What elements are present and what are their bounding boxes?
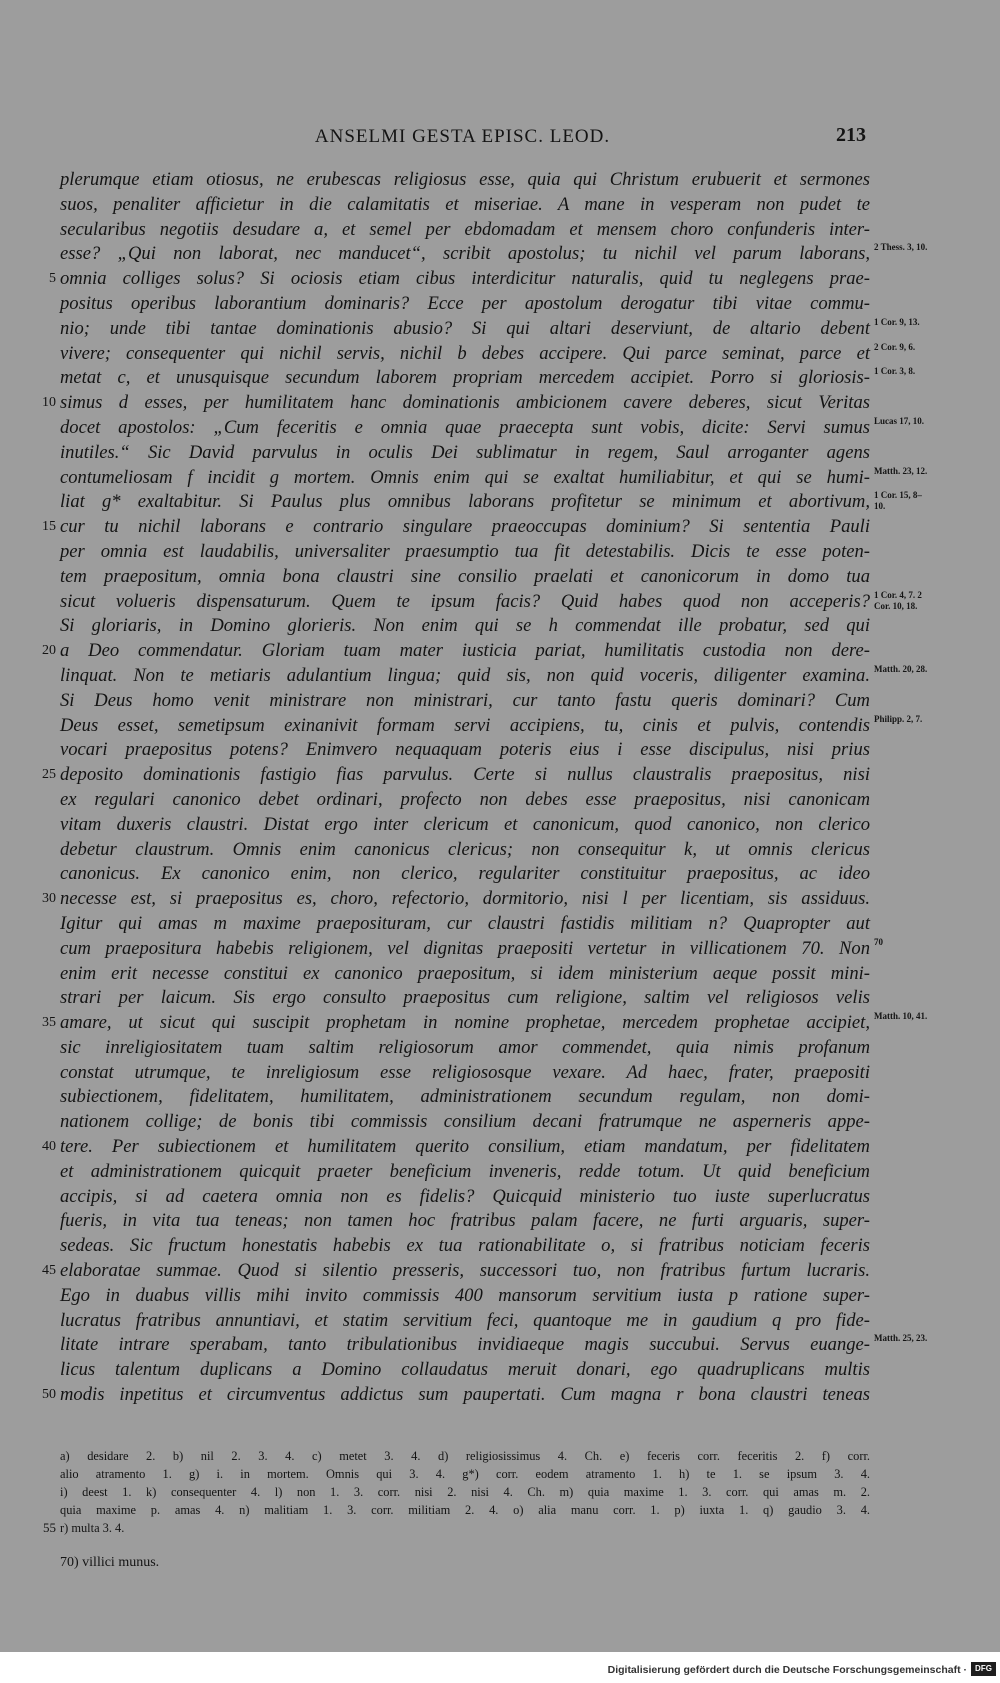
line-text: et administrationem quicquit praeter beneficium inveneris, redde totum. Ut quid beneficium xyxy=(60,1160,870,1182)
line-number: 35 xyxy=(42,1015,56,1031)
text-line xyxy=(42,639,870,664)
line-text: liat g* exaltabitur. Si Paulus plus omnibus laborans profitetur se minimum et abortivum, xyxy=(60,491,870,513)
line-text: constat utrumque, te inreligiosum esse religiososque vexare. Ad haec, frater, praepositi xyxy=(60,1061,870,1083)
line-text: docet apostolos: „Cum feceritis e omnia quae praecepta sunt vobis, dicite: Servi sumus xyxy=(60,416,870,438)
text-line xyxy=(60,1209,870,1234)
text-line xyxy=(49,267,870,292)
line-text: sedeas. Sic fructum honestatis habebis ex tua rationabilitate o, si fratribus noticiam feceris xyxy=(60,1235,870,1257)
text-line xyxy=(60,713,923,739)
text-line xyxy=(42,763,870,788)
text-line xyxy=(60,614,870,639)
text-line xyxy=(60,689,870,714)
text-line xyxy=(42,1259,870,1284)
text-line xyxy=(60,1185,870,1210)
text-line xyxy=(60,813,870,838)
line-text: metat c, et unusquisque secundum laborem propriam mercedem accipiet. Porro si gloriosis- xyxy=(60,367,870,389)
text-line xyxy=(60,1061,870,1086)
line-number: 25 xyxy=(42,767,56,783)
text-line xyxy=(60,1085,870,1110)
text-line xyxy=(60,1284,870,1309)
line-text: ex regulari canonico debet ordinari, profecto non debes esse praepositus, nisi canonicam xyxy=(60,788,870,810)
line-text: necesse est, si praepositus es, choro, refectorio, dormitorio, nisi l per licentiam, sis assiduus. xyxy=(60,888,870,910)
margin-reference: 1 Cor. 15, 8–10. xyxy=(874,490,922,512)
text-line xyxy=(42,391,870,416)
line-text: elaboratae summae. Quod si silentio presseris, successori tuo, non fratribus furtum lucraris. xyxy=(60,1260,870,1282)
line-text: Ego in duabus villis mihi invito commissis 400 mansorum servitium iusta p ratione super- xyxy=(60,1284,870,1306)
line-text: canonicus. Ex canonico enim, non clerico, regulariter constituitur praepositus, ac ideo xyxy=(60,863,870,885)
dfg-logo[interactable]: DFG xyxy=(971,1662,996,1676)
line-text: litate intrare sperabam, tanto tribulationibus invidiaeque magis succubui. Servus euange- xyxy=(60,1334,870,1356)
line-number: 15 xyxy=(42,519,56,535)
text-line xyxy=(60,962,870,987)
line-text: esse? „Qui non laborat, nec manducet“, scribit apostolus; tu nichil vel parum laborans, xyxy=(60,243,870,265)
margin-reference: 2 Cor. 9, 6. xyxy=(874,341,916,352)
editor-note: 70) villici munus. xyxy=(60,1555,160,1570)
body-text xyxy=(42,168,928,1408)
margin-reference: 70 xyxy=(874,936,883,947)
line-text: licus talentum duplicans a Domino collaudatus meruit donari, ego quadruplicans multis xyxy=(60,1359,870,1381)
line-text: positus operibus laborantium dominaris? Ecce per apostolum derogatur tibi vitae commu- xyxy=(60,292,870,314)
text-line xyxy=(60,788,870,813)
text-line xyxy=(60,366,916,391)
margin-reference: Matth. 10, 41. xyxy=(874,1011,928,1022)
text-line xyxy=(60,415,925,441)
text-line xyxy=(60,738,870,763)
line-text: enim erit necesse constitui ex canonico praepositum, si idem ministerium aeque possit mini- xyxy=(60,962,870,984)
text-line xyxy=(60,663,928,689)
line-number: 50 xyxy=(42,1387,56,1403)
footnote-line xyxy=(43,1519,870,1537)
line-text: strari per laicum. Sis ergo consulto praepositus cum religione, saltim vel religiosos velis xyxy=(60,987,870,1009)
line-number: 20 xyxy=(42,643,56,659)
line-text: a Deo commendatur. Gloriam tuam mater iusticia pariat, humilitatis custodia non dere- xyxy=(60,640,870,662)
line-text: sic inreligiositatem tuam saltim religiosorum amor commendet, quia nimis profanum xyxy=(60,1036,870,1058)
text-line xyxy=(60,341,916,367)
margin-reference: 1 Cor. 9, 13. xyxy=(874,316,920,327)
line-text: cur tu nichil laborans e contrario singulare praeoccupas dominium? Si sententia Pauli xyxy=(60,516,870,538)
text-line xyxy=(60,1036,870,1061)
text-line xyxy=(60,441,870,466)
line-text: sicut volueris dispensaturum. Quem te ipsum facis? Quid habes quod non acceperis? xyxy=(60,590,870,612)
footnotes xyxy=(43,1447,870,1537)
line-text: omnia colliges solus? Si ociosis etiam cibus interdicitur naturalis, quid tu neglegens prae- xyxy=(60,268,870,290)
line-text: subiectionem, fidelitatem, humilitatem, administrationem secundum regulam, non domi- xyxy=(60,1086,870,1108)
digitization-credit[interactable]: Digitalisierung gefördert durch die Deutsche Forschungsgemeinschaft · xyxy=(607,1664,967,1676)
text-line xyxy=(60,292,870,317)
text-line xyxy=(42,1011,928,1036)
text-line xyxy=(60,218,870,243)
text-line xyxy=(60,465,928,491)
line-text: inutiles.“ Sic David parvulus in oculis Dei sublimatur in regem, Saul arroganter agens xyxy=(60,441,870,463)
line-text: simus d esses, per humilitatem hanc dominationis ambicionem cavere deberes, sicut Veritas xyxy=(60,392,870,414)
text-line xyxy=(60,1333,928,1358)
footnote-line xyxy=(60,1483,870,1501)
text-line xyxy=(60,1160,870,1185)
text-line xyxy=(60,193,870,218)
line-text: linquat. Non te metiaris adulantium lingua; quid sis, non quid voceris, diligenter examina. xyxy=(60,664,870,686)
margin-reference: Matth. 23, 12. xyxy=(874,465,928,476)
text-line xyxy=(60,1309,870,1334)
text-line xyxy=(60,838,870,863)
line-number: 5 xyxy=(49,271,56,287)
footnote-text: i) deest 1. k) consequenter 4. l) non 1. 3. corr. nisi 2. nisi 4. Ch. m) quia maxime 1. 3. corr. qui amas m. 2. xyxy=(60,1485,870,1499)
text-line xyxy=(60,936,883,962)
line-text: Deus esset, semetipsum exinanivit formam servi accipiens, tu, cinis et pulvis, contendis xyxy=(60,714,870,736)
line-text: vivere; consequenter qui nichil servis, nichil b debes accipere. Qui parce seminat, parce et xyxy=(60,342,870,364)
line-number: 45 xyxy=(42,1263,56,1279)
line-text: Si gloriaris, in Domino glorieris. Non enim qui se h commendat ille probatur, sed qui xyxy=(60,615,870,637)
footnote-line xyxy=(60,1447,870,1465)
text-line xyxy=(42,515,870,540)
line-text: debetur claustrum. Omnis enim canonicus clericus; non consequitur k, ut omnis clericus xyxy=(60,838,870,860)
text-line xyxy=(42,887,870,912)
footnote-line xyxy=(60,1501,870,1519)
line-text: plerumque etiam otiosus, ne erubescas religiosus esse, quia qui Christum erubuerit et sermones xyxy=(60,169,870,190)
running-header: ANSELMI GESTA EPISC. LEOD. xyxy=(314,126,611,147)
line-text: contumeliosam f incidit g mortem. Omnis enim qui se exaltat humiliabitur, et qui se humi- xyxy=(60,466,870,488)
line-number: 30 xyxy=(42,891,56,907)
margin-reference: 1 Cor. 4, 7. 2 Cor. 10, 18. xyxy=(874,589,922,611)
text-line xyxy=(60,986,870,1011)
text-line xyxy=(60,490,922,515)
line-text: tere. Per subiectionem et humilitatem querito consilium, etiam mandatum, per fidelitatem xyxy=(60,1136,870,1158)
text-line xyxy=(60,912,870,937)
text-line xyxy=(60,316,920,342)
line-number: 40 xyxy=(42,1139,56,1155)
line-text: lucratus fratribus annuntiavi, et statim servitium feci, quantoque me in gaudium q pro fide- xyxy=(60,1309,870,1331)
line-text: Igitur qui amas m maxime praeposituram, cur claustri fastidis militiam n? Quapropter aut xyxy=(60,912,870,934)
line-text: nationem collige; de bonis tibi commissis consilium decani fratrumque ne asperneris appe- xyxy=(60,1111,870,1133)
text-line xyxy=(60,1110,870,1135)
margin-reference: Matth. 25, 23. xyxy=(874,1333,928,1344)
line-text: modis inpetitus et circumventus addictus sum paupertati. Cum magna r bona claustri teneas xyxy=(60,1384,870,1406)
page-number: 213 xyxy=(836,124,866,146)
text-line xyxy=(60,1358,870,1383)
footnote-text: a) desidare 2. b) nil 2. 3. 4. c) metet 3. 4. d) religiosissimus 4. Ch. e) feceris corr. feceritis 2. f) corr. xyxy=(60,1449,870,1463)
line-text: amare, ut sicut qui suscipit prophetam in nomine prophetae, mercedem prophetae accipiet, xyxy=(60,1012,870,1034)
line-text: cum praepositura habebis religionem, vel dignitas praepositi vertetur in villicationem 70. Non xyxy=(60,937,870,959)
text-line xyxy=(60,242,928,267)
line-text: deposito dominationis fastigio fias parvulus. Certe si nullus claustralis praepositus, nisi xyxy=(60,764,870,786)
line-text: vitam duxeris claustri. Distat ergo inter clericum et canonicum, quod canonico, non clerico xyxy=(60,813,870,835)
footnote-text: quia maxime p. amas 4. n) malitiam 1. 3. corr. militiam 2. 4. o) alia manu corr. 1. p) iuxta 1. q) gaudio 3. 4. xyxy=(60,1503,870,1517)
line-text: suos, penaliter afficietur in die calamitatis et miseriae. A mane in vesperam non pudet te xyxy=(60,193,870,215)
text-line xyxy=(60,862,870,887)
margin-reference: Lucas 17, 10. xyxy=(874,415,925,426)
text-line xyxy=(60,168,870,193)
text-line xyxy=(60,589,922,615)
margin-reference: 1 Cor. 3, 8. xyxy=(874,366,916,377)
line-text: vocari praepositus potens? Enimvero nequaquam poteris eius i esse discipulus, nisi prius xyxy=(60,739,870,761)
text-line xyxy=(60,540,870,565)
text-line xyxy=(60,565,870,590)
text-line xyxy=(60,1234,870,1259)
line-number: 55 xyxy=(43,1520,56,1535)
line-text: nio; unde tibi tantae dominationis abusio? Si qui altari deserviunt, de altario debent xyxy=(60,317,870,339)
line-text: Si Deus homo venit ministrare non ministrari, cur tanto fastu queris dominari? Cum xyxy=(60,689,870,711)
line-text: tem praepositum, omnia bona claustri sine consilio praelati et canonicorum in domo tua xyxy=(60,565,870,587)
line-text: secularibus negotiis desudare a, et semel per ebdomadam et mensem choro confunderis inter- xyxy=(60,218,870,240)
footnote-text: alio atramento 1. g) i. in mortem. Omnis qui 3. 4. g*) corr. eodem atramento 1. h) te 1. se ipsum 3. 4. xyxy=(60,1467,870,1481)
line-number: 10 xyxy=(42,395,56,411)
footnote-line xyxy=(60,1465,870,1483)
line-text: fueris, in vita tua teneas; non tamen hoc fratribus palam facere, ne furti arguaris, super- xyxy=(60,1210,870,1232)
footnote-text: r) multa 3. 4. xyxy=(60,1521,125,1535)
text-line xyxy=(42,1135,870,1160)
margin-reference: 2 Thess. 3, 10. xyxy=(874,242,928,253)
margin-reference: Philipp. 2, 7. xyxy=(874,713,923,724)
margin-reference: Matth. 20, 28. xyxy=(874,663,928,674)
line-text: accipis, si ad caetera omnia non es fidelis? Quicquid ministerio tuo iuste superlucratus xyxy=(60,1185,870,1207)
text-line xyxy=(42,1383,870,1408)
line-text: per omnia est laudabilis, universaliter praesumptio tua fit detestabilis. Dicis te esse poten- xyxy=(60,540,870,562)
